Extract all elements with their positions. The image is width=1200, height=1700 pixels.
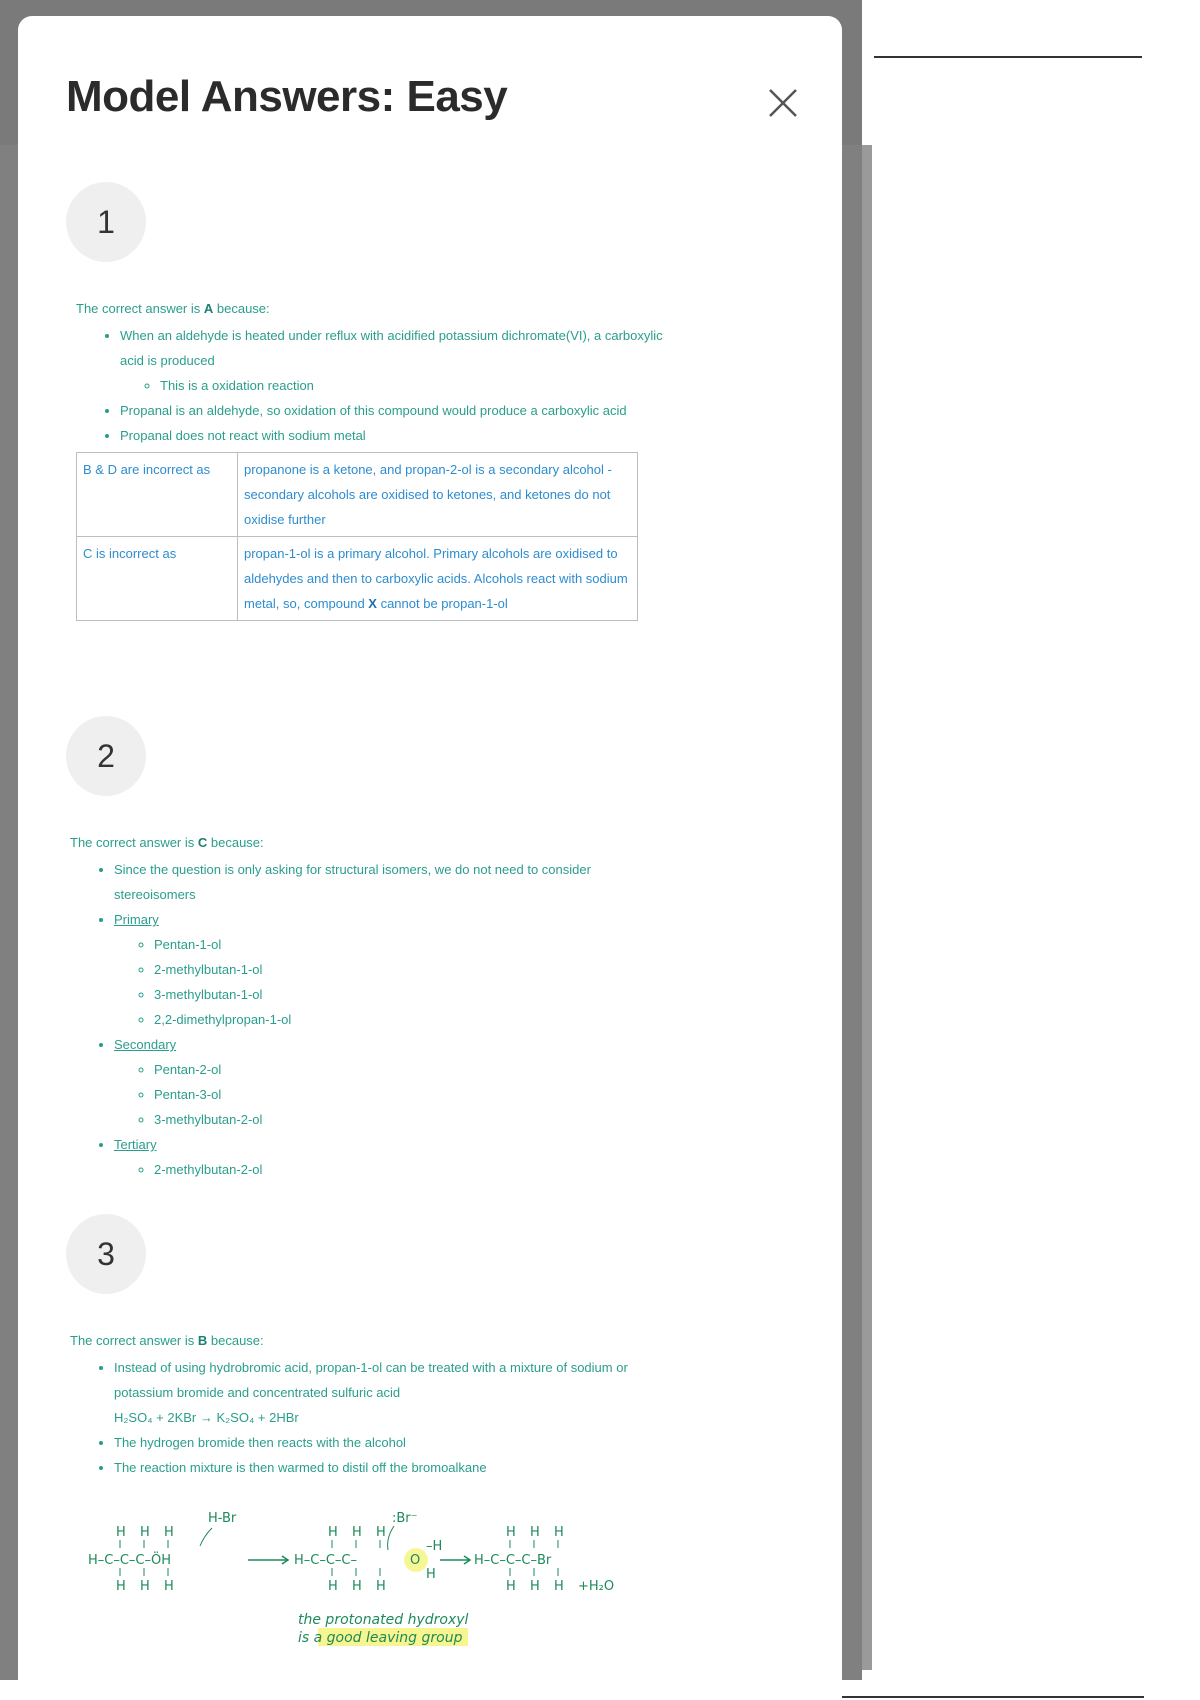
svg-text:H: H <box>376 1579 386 1594</box>
svg-text:H: H <box>376 1525 386 1540</box>
answer-block-3 <box>70 1328 670 1480</box>
svg-text:H: H <box>164 1525 174 1540</box>
svg-text:H: H <box>530 1525 540 1540</box>
mechanism-note: the protonated hydroxyl <box>298 1612 469 1628</box>
table-cell: propan-1-ol is a primary alcohol. Primary alcohols are oxidised to aldehydes and then to carboxylic acids. Alcohols react with sodium metal, so, compound X cannot be propan-1-ol <box>238 537 638 621</box>
list-item: ◦ Pentan-1-ol <box>154 932 670 957</box>
divider <box>874 56 1142 58</box>
svg-text:H: H <box>328 1525 338 1540</box>
modal-title: Model Answers: Easy <box>66 72 508 121</box>
mechanism-note: is a good leaving group <box>298 1630 463 1646</box>
list-item: • The reaction mixture is then warmed to distil off the bromoalkane <box>114 1455 670 1480</box>
chemical-equation: H₂SO₄ + 2KBr → K₂SO₄ + 2HBr <box>114 1410 299 1425</box>
table-row <box>77 537 638 621</box>
water-label: +H₂O <box>578 1579 615 1594</box>
table-row <box>77 453 638 537</box>
svg-text:H: H <box>116 1579 126 1594</box>
svg-text:H: H <box>140 1525 150 1540</box>
model-answers-modal <box>18 16 842 1700</box>
svg-text:H–C–C–C–: H–C–C–C– <box>294 1553 358 1568</box>
scrollbar-track[interactable] <box>862 145 872 1670</box>
table-cell: C is incorrect as <box>77 537 238 621</box>
svg-text:H: H <box>352 1579 362 1594</box>
list-item: • Secondary ◦ Pentan-2-ol ◦ Pentan-3-ol ◦ 3-methylbutan-2-ol <box>114 1032 670 1132</box>
list-item: ◦ Pentan-3-ol <box>154 1082 670 1107</box>
svg-text:–H: –H <box>426 1539 443 1554</box>
svg-text:H: H <box>426 1567 436 1582</box>
answer-intro: The correct answer is B because: <box>70 1333 264 1348</box>
reaction-mechanism-diagram <box>78 1506 678 1676</box>
question-number-badge: 3 <box>66 1214 146 1294</box>
question-number-badge: 1 <box>66 182 146 262</box>
svg-text:H: H <box>164 1579 174 1594</box>
list-item: ◦ 2-methylbutan-2-ol <box>154 1157 670 1182</box>
list-item: ◦ 3-methylbutan-2-ol <box>154 1107 670 1132</box>
reagent-label: H-Br <box>208 1511 237 1526</box>
list-item: ◦ 2,2-dimethylpropan-1-ol <box>154 1007 670 1032</box>
table-cell: B & D are incorrect as <box>77 453 238 537</box>
list-item: ◦ 3-methylbutan-1-ol <box>154 982 670 1007</box>
close-button[interactable] <box>758 78 808 128</box>
list-item: • Primary ◦ Pentan-1-ol ◦ 2-methylbutan-1-ol ◦ 3-methylbutan-1-ol ◦ 2,2-dimethylpropan-1-ol <box>114 907 670 1032</box>
svg-text:H: H <box>554 1525 564 1540</box>
list-item: • Instead of using hydrobromic acid, propan-1-ol can be treated with a mixture of sodium or potassium bromide and concentrated sulfuric acid H₂SO₄ + 2KBr → K₂SO₄ + 2HBr <box>114 1355 670 1430</box>
question-number-badge: 2 <box>66 716 146 796</box>
svg-text:H: H <box>140 1579 150 1594</box>
list-item: ◦ 2-methylbutan-1-ol <box>154 957 670 982</box>
svg-text:H: H <box>530 1579 540 1594</box>
svg-text:H: H <box>352 1525 362 1540</box>
svg-text:H–C–C–C–Br: H–C–C–C–Br <box>474 1553 552 1568</box>
answer-intro: The correct answer is A because: <box>76 301 270 316</box>
svg-text:H–C–C–C–ÖH: H–C–C–C–ÖH <box>88 1553 172 1568</box>
list-item: • Since the question is only asking for structural isomers, we do not need to consider stereoisomers <box>114 857 670 907</box>
bromide-ion-label: :Br⁻ <box>392 1511 418 1526</box>
svg-text:H: H <box>506 1579 516 1594</box>
svg-text:H: H <box>506 1525 516 1540</box>
answer-block-2 <box>70 830 670 1182</box>
answer-block-1 <box>76 296 676 621</box>
list-item: • Propanal is an aldehyde, so oxidation of this compound would produce a carboxylic acid <box>120 398 676 423</box>
list-item: ◦ Pentan-2-ol <box>154 1057 670 1082</box>
close-icon <box>758 78 808 128</box>
table-cell: propanone is a ketone, and propan-2-ol is a secondary alcohol - secondary alcohols are oxidised to ketones, and ketones do not oxidise further <box>238 453 638 537</box>
list-item: • Tertiary ◦ 2-methylbutan-2-ol <box>114 1132 670 1182</box>
svg-text:O: O <box>410 1553 421 1568</box>
list-item: ◦ This is a oxidation reaction <box>160 373 676 398</box>
answer-intro: The correct answer is C because: <box>70 835 264 850</box>
svg-text:H: H <box>554 1579 564 1594</box>
svg-text:H: H <box>328 1579 338 1594</box>
list-item: • The hydrogen bromide then reacts with the alcohol <box>114 1430 670 1455</box>
explanation-table <box>76 452 638 621</box>
list-item: • Propanal does not react with sodium metal <box>120 423 676 448</box>
list-item: • When an aldehyde is heated under reflux with acidified potassium dichromate(VI), a carboxylic acid is produced ◦ This is a oxidation reaction <box>120 323 676 398</box>
svg-text:H: H <box>116 1525 126 1540</box>
